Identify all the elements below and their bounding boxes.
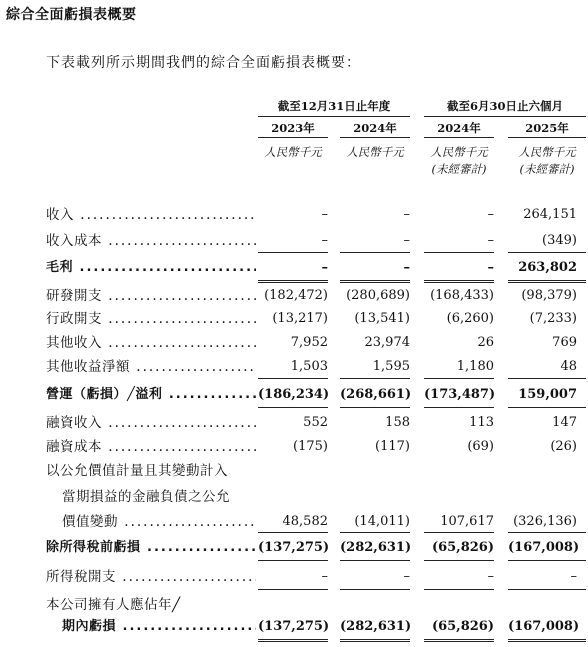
cell-value: 264,151: [523, 207, 577, 222]
unaudited-note: (未經審計): [431, 162, 487, 176]
cell-value: –: [487, 260, 494, 275]
unit-text: 人民幣千元: [518, 145, 576, 159]
cell-value: 552: [303, 415, 328, 430]
double-rule: [424, 280, 494, 283]
cell-value: 48: [560, 359, 577, 374]
table-row: [0, 285, 588, 307]
cell-value: (326,136): [513, 514, 577, 529]
cell-value: –: [321, 233, 328, 248]
row-label: 融資收入 .....: [46, 412, 256, 434]
cell-value: (98,379): [521, 288, 577, 303]
double-rule: [508, 639, 586, 642]
cell-value: (117): [375, 439, 410, 454]
cell-value: (65,826): [431, 619, 494, 634]
table-row: [0, 511, 588, 533]
table-row: [0, 412, 588, 434]
cell-value: (69): [467, 439, 494, 454]
cell-value: (137,275): [258, 619, 330, 634]
row-label: 以公允價值計量且其變動計入: [46, 463, 228, 479]
header-unit-col3: [424, 144, 494, 178]
table-row: [0, 594, 588, 616]
single-rule: [424, 532, 494, 533]
table-row: [0, 308, 588, 330]
cell-value: (13,217): [272, 311, 328, 326]
cell-value: 113: [469, 415, 494, 430]
cell-value: 159,007: [518, 387, 577, 402]
cell-value: 769: [552, 335, 577, 350]
single-rule: [258, 560, 328, 561]
cell-value: 48,582: [282, 514, 328, 529]
header-year-2025-interim: 2025年: [508, 120, 586, 138]
cell-value: (175): [293, 439, 328, 454]
cell-value: (6,260): [446, 311, 494, 326]
row-label: 毛利 .....: [46, 257, 256, 279]
cell-value: (167,008): [508, 619, 580, 634]
double-rule: [424, 639, 494, 642]
cell-value: (168,433): [430, 288, 494, 303]
cell-value: –: [487, 569, 494, 584]
cell-value: –: [403, 207, 410, 222]
row-label: 營運（虧損）╱溢利 .....: [46, 384, 256, 406]
cell-value: –: [321, 207, 328, 222]
single-rule: [508, 378, 586, 379]
cell-value: 1,595: [372, 359, 410, 374]
table-row: [0, 436, 588, 458]
single-rule: [508, 560, 586, 561]
single-rule: [340, 589, 410, 590]
single-rule: [340, 532, 410, 533]
single-rule: [340, 407, 410, 408]
cell-value: 147: [552, 415, 577, 430]
cell-value: 7,952: [290, 335, 328, 350]
cell-value: –: [403, 569, 410, 584]
row-label: 價值變動 .....: [62, 511, 256, 533]
cell-value: (7,233): [529, 311, 577, 326]
cell-value: (167,008): [508, 540, 580, 555]
single-rule: [340, 560, 410, 561]
cell-value: –: [403, 260, 410, 275]
cell-value: (282,631): [340, 540, 412, 555]
cell-value: (280,689): [346, 288, 410, 303]
cell-value: –: [321, 260, 328, 275]
cell-value: –: [570, 569, 577, 584]
row-label: 除所得稅前虧損 .....: [46, 537, 256, 559]
cell-value: 26: [477, 335, 494, 350]
double-rule: [340, 280, 410, 283]
header-group-interim: 截至6月30日止六個月: [424, 98, 586, 117]
header-year-2024-interim: 2024年: [424, 120, 494, 138]
cell-value: –: [487, 207, 494, 222]
single-rule: [424, 560, 494, 561]
table-row: [0, 566, 588, 588]
single-rule: [508, 252, 586, 253]
unaudited-note: (未經審計): [519, 162, 575, 176]
row-label: 其他收入 .....: [46, 332, 256, 354]
cell-value: 1,180: [456, 359, 494, 374]
header-unit-col4: [508, 144, 586, 178]
cell-value: 158: [385, 415, 410, 430]
single-rule: [424, 252, 494, 253]
cell-value: (14,011): [354, 514, 410, 529]
cell-value: 23,974: [364, 335, 410, 350]
cell-value: –: [487, 233, 494, 248]
cell-value: 263,802: [518, 260, 577, 275]
single-rule: [258, 407, 328, 408]
table-row: [0, 460, 588, 482]
cell-value: –: [403, 233, 410, 248]
table-row: [0, 204, 588, 226]
unit-text: 人民幣千元: [430, 145, 488, 159]
row-label: 融資成本 .....: [46, 436, 256, 458]
single-rule: [340, 252, 410, 253]
header-unit-col1: [258, 144, 328, 161]
cell-value: (26): [550, 439, 577, 454]
single-rule: [258, 532, 328, 533]
single-rule: [258, 378, 328, 379]
row-label: 收入 .....: [46, 204, 256, 226]
single-rule: [508, 589, 586, 590]
header-group-annual: 截至12月31日止年度: [258, 98, 410, 117]
table-row: [0, 230, 588, 252]
row-label: 行政開支 .....: [46, 308, 256, 330]
table-row: [0, 486, 588, 508]
row-label: 所得稅開支 .....: [46, 566, 256, 588]
unit-text: 人民幣千元: [346, 145, 404, 159]
header-unit-col2: [340, 144, 410, 161]
cell-value: 107,617: [440, 514, 494, 529]
table-row: [0, 257, 588, 279]
cell-value: (282,631): [340, 619, 412, 634]
single-rule: [424, 407, 494, 408]
cell-value: (349): [542, 233, 577, 248]
double-rule: [258, 639, 328, 642]
cell-value: (186,234): [258, 387, 330, 402]
row-label: 期內虧損 .....: [62, 616, 256, 638]
cell-value: 1,503: [290, 359, 328, 374]
single-rule: [340, 378, 410, 379]
table-row: [0, 356, 588, 378]
unit-text: 人民幣千元: [264, 145, 322, 159]
cell-value: (137,275): [258, 540, 330, 555]
single-rule: [508, 407, 586, 408]
single-rule: [508, 532, 586, 533]
table-row: [0, 384, 588, 406]
row-label: 本公司擁有人應佔年╱: [46, 597, 181, 613]
row-label: 收入成本 .....: [46, 230, 256, 252]
double-rule: [340, 639, 410, 642]
table-row: [0, 332, 588, 354]
cell-value: (65,826): [431, 540, 494, 555]
row-label: 當期損益的金融負債之公允: [62, 489, 230, 505]
single-rule: [258, 589, 328, 590]
row-label: 其他收益淨額 .....: [46, 356, 256, 378]
double-rule: [258, 280, 328, 283]
row-label: 研發開支 .....: [46, 285, 256, 307]
section-title: 綜合全面虧損表概要: [6, 7, 137, 23]
single-rule: [424, 589, 494, 590]
table-row: [0, 537, 588, 559]
intro-text: 下表載列所示期間我們的綜合全面虧損表概要：: [46, 55, 361, 71]
double-rule: [508, 280, 586, 283]
header-year-2023: 2023年: [258, 120, 328, 138]
cell-value: (182,472): [264, 288, 328, 303]
header-year-2024: 2024年: [340, 120, 410, 138]
single-rule: [424, 378, 494, 379]
cell-value: (173,487): [424, 387, 496, 402]
cell-value: (13,541): [354, 311, 410, 326]
table-row: [0, 616, 588, 638]
cell-value: (268,661): [340, 387, 412, 402]
cell-value: –: [321, 569, 328, 584]
single-rule: [258, 252, 328, 253]
